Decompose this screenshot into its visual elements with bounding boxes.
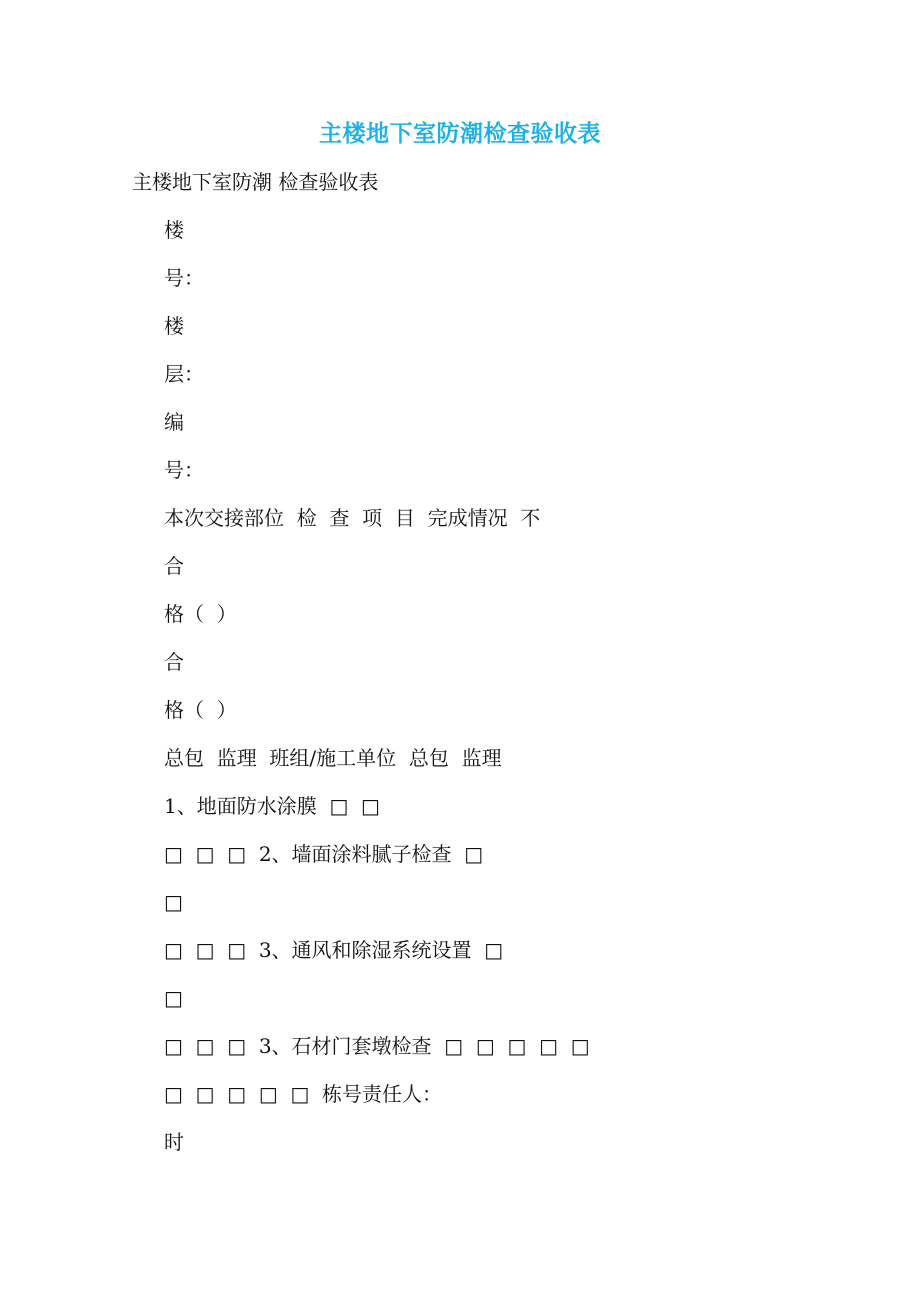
body-line-16: □ □ □ 3、通风和除湿系统设置 □ [164, 938, 504, 962]
body-line-5: 编 [164, 410, 184, 434]
body-line-3: 楼 [164, 314, 184, 338]
body-line-20: 时 [164, 1130, 184, 1154]
body-line-6: 号： [164, 458, 204, 482]
body-line-13: 1、地面防水涂膜 □ □ [164, 794, 380, 818]
body-line-10: 合 [164, 650, 184, 674]
body-line-8: 合 [164, 554, 184, 578]
document-title: 主楼地下室防潮检查验收表 [319, 120, 601, 147]
body-line-14: □ □ □ 2、墙面涂料腻子检查 □ [164, 842, 484, 866]
body-line-7: 本次交接部位 检 查 项 目 完成情况 不 [164, 506, 541, 530]
body-line-17: □ [164, 986, 183, 1010]
body-line-2: 号： [164, 266, 204, 290]
body-line-9: 格（ ） [164, 602, 237, 626]
document-subtitle: 主楼地下室防潮 检查验收表 [132, 170, 379, 194]
body-line-11: 格（ ） [164, 698, 237, 722]
body-line-18: □ □ □ 3、石材门套墩检查 □ □ □ □ □ [164, 1034, 590, 1058]
body-line-19: □ □ □ □ □ 栋号责任人： [164, 1082, 443, 1106]
body-line-1: 楼 [164, 218, 184, 242]
body-line-4: 层： [164, 362, 204, 386]
body-line-15: □ [164, 890, 183, 914]
body-line-12: 总包 监理 班组/施工单位 总包 监理 [164, 746, 502, 770]
document-body [164, 214, 864, 1174]
